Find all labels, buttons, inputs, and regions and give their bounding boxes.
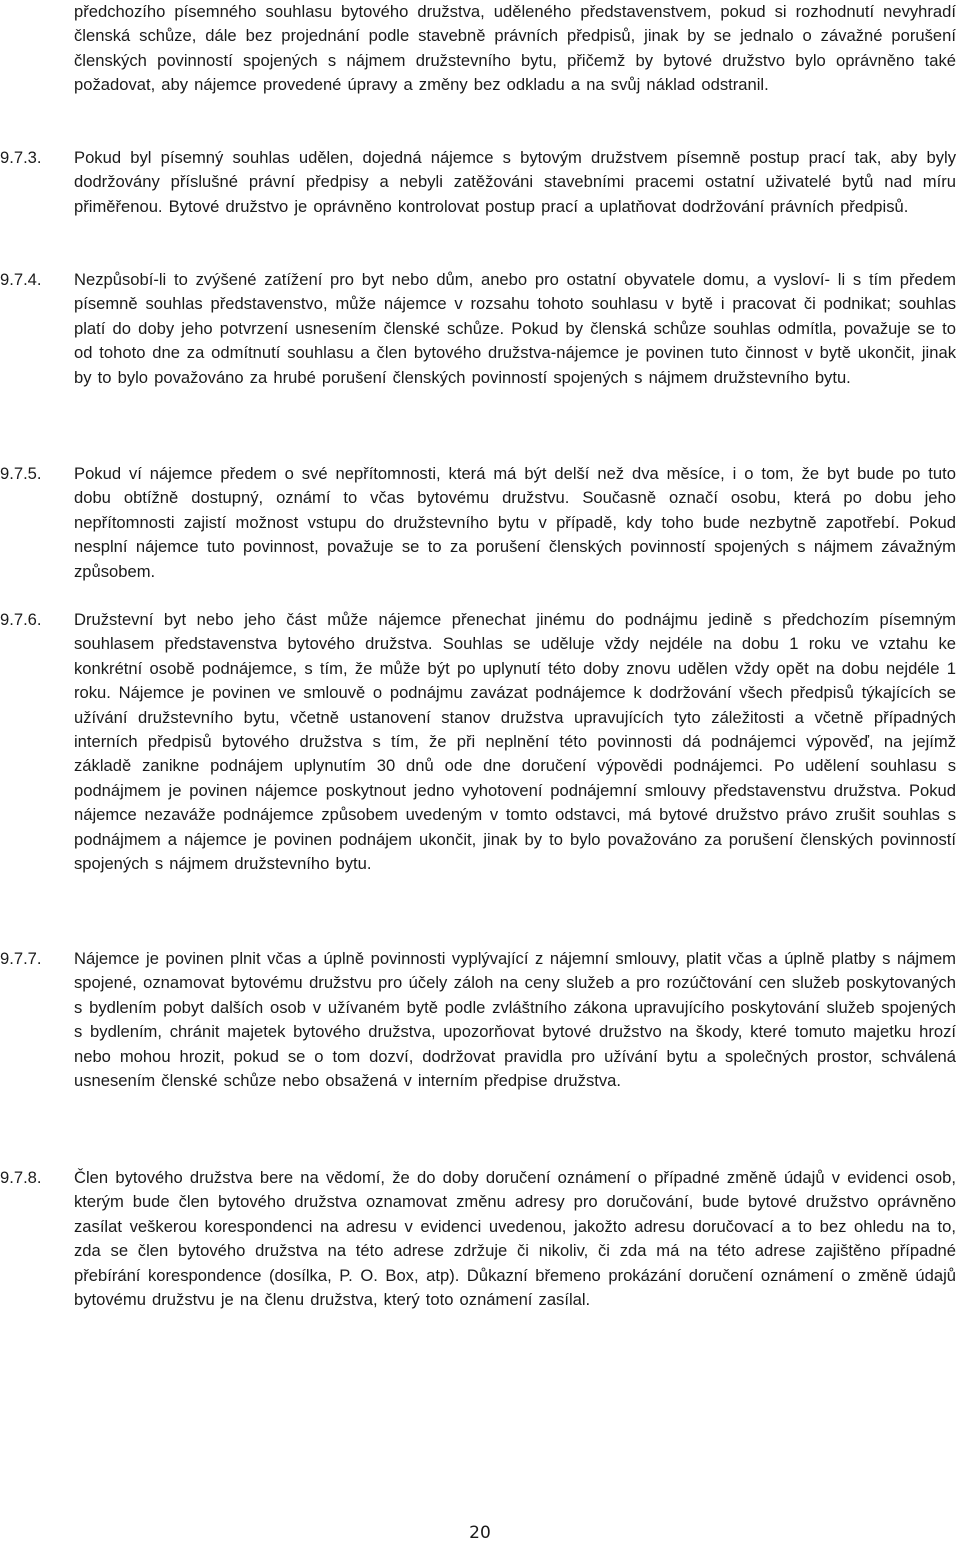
section-number: 9.7.7. (0, 949, 42, 968)
section-number: 9.7.6. (0, 610, 42, 629)
section-text: Nájemce je povinen plnit včas a úplně povinnosti vyplývající z nájemní smlouvy, platit včas a úplně platby s nájmem spojené, oznamovat bytovému družstvu pro účely záloh na ceny služeb a pro rozúčtování cen služeb poskytovaných s bydlením pobyt dalších osob v užívaném bytě podle zvláštního zákona upravujícího poskytování služeb spojených s bydlením, chránit majetek bytového družstva, upozorňovat bytové družstvo na škody, které tomuto majetku hrozí nebo mohou hrozit, pokud se o tom dozví, dodržovat pravidla pro užívání bytu a společných prostor, schválená usnesením členské schůze nebo obsažená v interním předpise družstva. (74, 949, 956, 1091)
section-number: 9.7.5. (0, 464, 42, 483)
section-number: 9.7.8. (0, 1168, 42, 1187)
section-number: 9.7.3. (0, 148, 42, 167)
section-number: 9.7.4. (0, 270, 42, 289)
section-text: Člen bytového družstva bere na vědomí, že do doby doručení oznámení o případné změně údajů v evidenci osob, kterým bude člen bytového družstva oznamovat změnu adresy pro doručování, bude bytové družstvo oprávněno zasílat veškerou korespondenci na adresu v evidenci uvedenou, jakožto adresu doručovací a to bez ohledu na to, zda se člen bytového družstva na této adrese zdržuje či nikoliv, či zda má na této adrese zajištěno případné přebírání korespondence (dosílka, P. O. Box, atp). Důkazní břemeno prokázání doručení oznámení o změně údajů bytovému družstvu je na členu družstva, který toto oznámení zasílal. (74, 1168, 956, 1310)
intro-paragraph: předchozího písemného souhlasu bytového družstva, uděleného představenstvem, pokud si rozhodnutí nevyhradí členská schůze, dále bez projednání podle stavebně právních předpisů, jinak by se jednalo o závažné porušení členských povinností spojených s nájmem družstevního bytu, přičemž by bytové družstvo bylo oprávněno také požadovat, aby nájemce provedené úpravy a změny bez odkladu a na svůj náklad odstranil. (74, 2, 956, 95)
page-number: 20 (469, 1523, 491, 1543)
section-text: Nezpůsobí-li to zvýšené zatížení pro byt nebo dům, anebo pro ostatní obyvatele domu, a vysloví- li s tím předem písemně souhlas představenstvo, může nájemce v rozsahu tohoto souhlasu v bytě i pracovat či podnikat; souhlas platí do doby jeho potvrzení usnesením členské schůze. Pokud by členská schůze souhlas odmítla, považuje se to od tohoto dne za odmítnutí souhlasu a člen bytového družstva-nájemce je povinen tuto činnost v bytě ukončit, jinak by to bylo považováno za hrubé porušení členských povinností spojených s nájmem družstevního bytu. (74, 270, 956, 387)
section-text: Pokud ví nájemce předem o své nepřítomnosti, která má být delší než dva měsíce, i o tom, že byt bude po tuto dobu obtížně dostupný, oznámí to včas bytovému družstvu. Současně označí osobu, která po dobu jeho nepřítomnosti zajistí možnost vstupu do družstevního bytu v případě, kdy toho bude nezbytně zapotřebí. Pokud nesplní nájemce tuto povinnost, považuje se to za porušení členských povinností spojených s nájmem závažným způsobem. (74, 464, 956, 581)
section-text: Družstevní byt nebo jeho část může nájemce přenechat jinému do podnájmu jedině s předchozím písemným souhlasem představenstva bytového družstva. Souhlas se uděluje vždy nejdéle na dobu 1 roku ve vztahu ke konkrétní osobě podnájemce, s tím, že může být po uplynutí této doby znovu udělen vždy opět na dobu nejdéle 1 roku. Nájemce je povinen ve smlouvě o podnájmu zavázat podnájemce k dodržování všech předpisů týkajících se užívání družstevního bytu, včetně ustanovení stanov družstva upravujících tyto záležitosti a včetně případných interních předpisů bytového družstva s tím, že při neplnění této povinnosti dá podnájemci výpověď, na jejímž základě zanikne podnájem uplynutím 30 dnů ode dne doručení výpovědi podnájemci. Po udělení souhlasu s podnájmem je povinen nájemce poskytnout jedno vyhotovení podnájemní smlouvy představenstvu družstva. Pokud nájemce nezaváže podnájemce způsobem uvedeným v tomto odstavci, má bytové družstvo právo zrušit souhlas s podnájmem a nájemce je povinen podnájem ukončit, jinak by to bylo považováno za porušení členských povinností spojených s nájmem družstevního bytu. (74, 610, 956, 874)
section-text: Pokud byl písemný souhlas udělen, dojedná nájemce s bytovým družstvem písemně postup prací tak, aby byly dodržovány příslušné právní předpisy a nebyli zatěžováni stavebními pracemi ostatní uživatelé bytů nad míru přiměřenou. Bytové družstvo je oprávněno kontrolovat postup prací a uplatňovat dodržování právních předpisů. (74, 148, 956, 216)
